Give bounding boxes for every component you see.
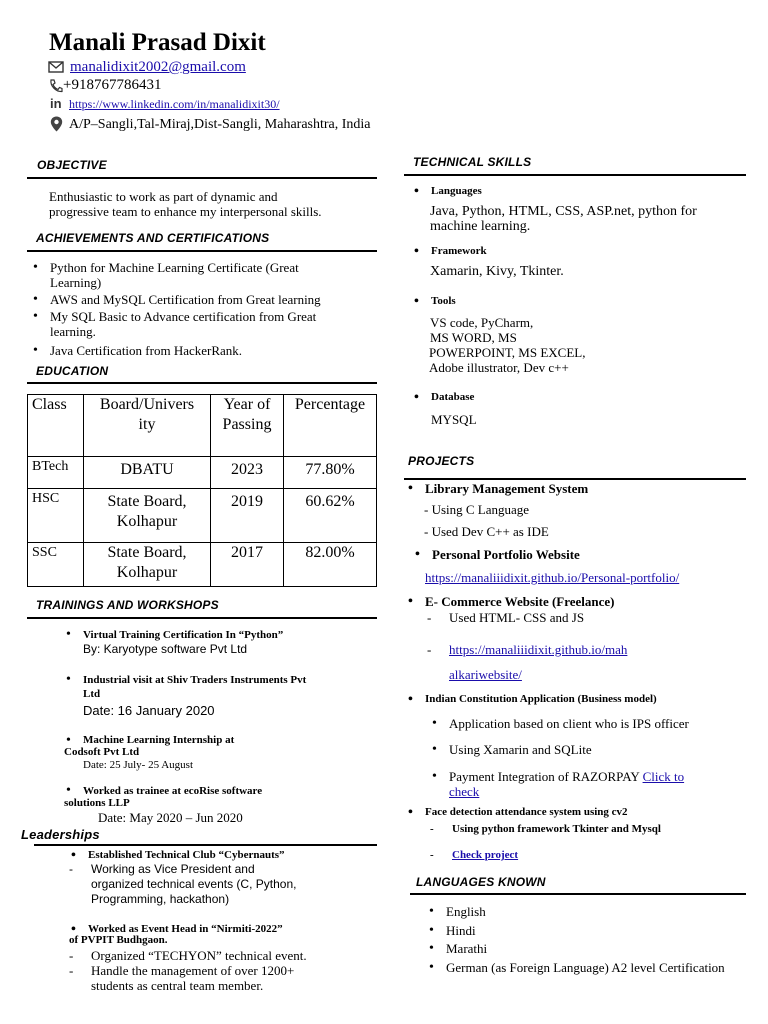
project-detail: • Using Xamarin and SQLite xyxy=(449,742,592,757)
table-cell: BTech xyxy=(28,457,84,489)
razorpay-check-link[interactable]: Click to xyxy=(642,769,685,784)
trainings-divider xyxy=(27,617,377,619)
achievement-item: • My SQL Basic to Advance certification from Great learning. xyxy=(50,309,316,339)
objective-divider xyxy=(27,177,377,179)
leadership-line: - Working as Vice President and xyxy=(91,862,314,877)
leadership-item: • Established Technical Club “Cybernauts” xyxy=(88,848,285,863)
email-link[interactable]: manalidixit2002@gmail.com xyxy=(70,59,246,75)
table-row xyxy=(28,543,377,587)
training-item: • Virtual Training Certification In “Python” By: Karyotype software Pvt Ltd xyxy=(83,628,283,656)
phone-number: +918767786431 xyxy=(63,77,162,93)
table-cell: HSC xyxy=(28,489,84,543)
razorpay-check-link-cont[interactable]: check xyxy=(449,784,480,799)
language-item: • Marathi xyxy=(446,941,487,956)
language-item: • German (as Foreign Language) A2 level Certification xyxy=(446,960,725,975)
table-cell: 2017 xyxy=(211,543,284,587)
phone-icon xyxy=(49,79,63,93)
project-detail: - Using python framework Tkinter and Mysql xyxy=(452,822,661,837)
training-item: • Worked as trainee at ecoRise software xyxy=(83,785,262,797)
training-item: • Industrial visit at Shiv Traders Instruments Pvt Ltd Date: 16 January 2020 xyxy=(83,673,306,718)
leaderships-divider xyxy=(34,844,377,846)
languages-known-divider xyxy=(410,893,746,895)
linkedin-icon: in xyxy=(50,96,62,111)
objective-line-1: Enthusiastic to work as part of dynamic and xyxy=(49,189,278,204)
training-date: Date: 25 July- 25 August xyxy=(83,759,193,771)
language-item: • English xyxy=(446,904,486,919)
achievements-divider xyxy=(27,250,377,252)
leadership-item: • Worked as Event Head in “Nirmiti-2022” xyxy=(88,922,283,937)
leadership-line: Programming, hackathon) xyxy=(91,892,230,906)
leaderships-heading: Leaderships xyxy=(21,827,100,842)
linkedin-link[interactable]: https://www.linkedin.com/in/manalidixit30/ xyxy=(69,97,280,111)
leadership-line: - Organized “TECHYON” technical event. xyxy=(91,948,307,963)
training-item: • Machine Learning Internship at xyxy=(83,734,234,747)
achievement-item: • Python for Machine Learning Certificate (Great Learning) xyxy=(50,260,299,290)
project-detail: • Payment Integration of RAZORPAY Click to xyxy=(449,769,684,784)
education-divider xyxy=(27,382,377,384)
table-cell: DBATU xyxy=(84,457,211,489)
objective-line-2: progressive team to enhance my interpersonal skills. xyxy=(49,204,322,219)
skill-category: • Tools xyxy=(431,294,456,309)
skill-category: • Languages xyxy=(431,184,482,199)
table-header-row xyxy=(28,395,377,457)
project-detail: - Used HTML- CSS and JS xyxy=(449,610,584,625)
table-cell: State Board, Kolhapur xyxy=(84,489,211,543)
projects-heading: PROJECTS xyxy=(408,454,475,468)
skill-values: Xamarin, Kivy, Tkinter. xyxy=(430,264,564,279)
skill-values: VS code, PyCharm, MS WORD, MS POWERPOINT, MS EXCEL, Adobe illustrator, Dev c++ xyxy=(429,315,586,375)
projects-divider xyxy=(404,478,746,480)
table-cell: 82.00% xyxy=(284,543,377,587)
portfolio-link[interactable]: https://manaliiidixit.github.io/Personal-portfolio/ xyxy=(425,570,680,585)
project-detail: - Using C Language xyxy=(424,502,530,517)
leadership-line: of PVPIT Budhgaon. xyxy=(69,934,168,946)
table-row xyxy=(28,489,377,543)
project-detail xyxy=(449,637,627,687)
achievement-item: • Java Certification from HackerRank. xyxy=(50,343,242,358)
table-row xyxy=(28,457,377,489)
location-pin-icon xyxy=(50,116,63,132)
project-title: • Face detection attendance system using cv2 xyxy=(425,805,628,820)
project-title: • Indian Constitution Application (Business model) xyxy=(425,692,657,707)
project-detail: - Used Dev C++ as IDE xyxy=(424,524,549,539)
technical-skills-divider xyxy=(404,174,746,176)
objective-heading: OBJECTIVE xyxy=(37,158,107,172)
skill-values: MYSQL xyxy=(431,412,477,427)
training-subtitle: solutions LLP xyxy=(64,797,130,809)
project-title: • Library Management System xyxy=(425,481,588,496)
achievement-item: • AWS and MySQL Certification from Great learning xyxy=(50,292,321,307)
training-date: Date: May 2020 – Jun 2020 xyxy=(98,810,243,825)
table-cell: 77.80% xyxy=(284,457,377,489)
column-header: Board/Univers ity xyxy=(84,395,211,457)
language-item: • Hindi xyxy=(446,923,476,938)
table-cell: 2019 xyxy=(211,489,284,543)
project-title: • E- Commerce Website (Freelance) xyxy=(425,594,615,609)
leadership-line: organized technical events (C, Python, xyxy=(91,877,297,891)
table-cell: State Board, Kolhapur xyxy=(84,543,211,587)
table-cell: SSC xyxy=(28,543,84,587)
ecommerce-link[interactable]: https://manaliiidixit.github.io/mah xyxy=(449,642,628,657)
skill-values: Java, Python, HTML, CSS, ASP.net, python for machine learning. xyxy=(430,204,697,234)
project-detail xyxy=(452,848,518,863)
technical-skills-heading: TECHNICAL SKILLS xyxy=(413,155,532,169)
ecommerce-link-cont[interactable]: alkariwebsite/ xyxy=(449,667,522,682)
education-table xyxy=(27,394,377,587)
languages-known-heading: LANGUAGES KNOWN xyxy=(416,875,546,889)
skill-category: • Database xyxy=(431,390,474,405)
check-project-link[interactable]: Check project xyxy=(452,849,519,861)
project-title: • Personal Portfolio Website xyxy=(432,547,580,562)
candidate-name: Manali Prasad Dixit xyxy=(49,29,266,56)
trainings-heading: TRAININGS AND WORKSHOPS xyxy=(36,598,219,612)
project-detail: • Application based on client who is IPS officer xyxy=(449,716,689,731)
achievements-heading: ACHIEVEMENTS AND CERTIFICATIONS xyxy=(36,231,270,245)
address: A/P–Sangli,Tal-Miraj,Dist-Sangli, Maharashtra, India xyxy=(69,117,371,132)
education-heading: EDUCATION xyxy=(36,364,109,378)
training-subtitle: Codsoft Pvt Ltd xyxy=(64,746,140,758)
column-header: Class xyxy=(28,395,84,457)
skill-category: • Framework xyxy=(431,244,487,259)
column-header: Percentage xyxy=(284,395,377,457)
column-header: Year of Passing xyxy=(211,395,284,457)
mail-icon xyxy=(48,61,64,73)
table-cell: 2023 xyxy=(211,457,284,489)
table-cell: 60.62% xyxy=(284,489,377,543)
leadership-line: - Handle the management of over 1200+ students as central team member. xyxy=(91,963,294,993)
